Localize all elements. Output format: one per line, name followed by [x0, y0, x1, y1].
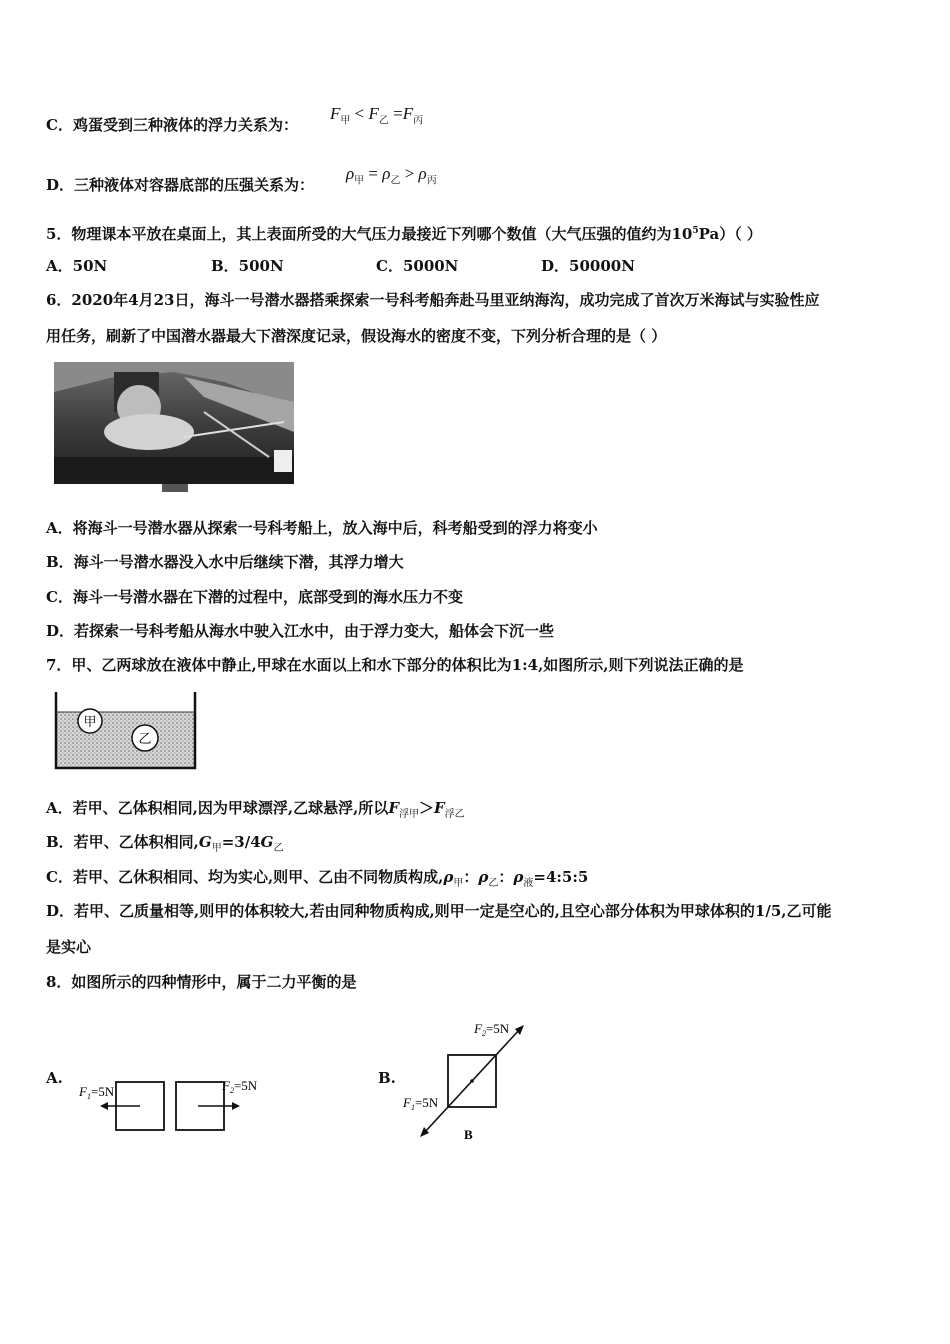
q6-stem-line2: 用任务，刷新了中国潜水器最大下潜深度记录，假设海水的密度不变，下列分析合理的是（ ）: [46, 327, 667, 345]
q7-container-figure: [52, 690, 202, 772]
q4-option-d: [46, 175, 314, 195]
q7-option-d-line1: D．若甲、乙质量相等,则甲的体积较大,若由同种物质构成,则甲一定是空心的,且空心部分体积为甲球体积的1/5,乙可能: [46, 902, 832, 920]
q5-option-d: D．50000N: [541, 257, 635, 275]
q7-option-b: B．若甲、乙体积相同$,G_甲=3/4G_乙$: [46, 833, 284, 854]
q6-option-d: D．若探索一号科考船从海水中驶入江水中，由于浮力变大，船体会下沉一些: [46, 622, 555, 640]
q5-options: [46, 256, 635, 276]
q7-stem: 7．甲、乙两球放在液体中静止,甲球在水面以上和水下部分的体积比为1:4,如图所示,则下列说法正确的是: [46, 656, 744, 674]
q5-option-a: A．50N: [46, 257, 108, 275]
figB-caption: B: [464, 1127, 473, 1142]
q6-stem-line1: 6．2020年4月23日，海斗一号潜水器搭乘探索一号科考船奔赴马里亚纳海沟，成功完成了首次万米海试与实验性应: [46, 291, 820, 309]
q8-label-b: B.: [378, 1069, 396, 1087]
q8-label-a: A.: [46, 1069, 63, 1087]
q8-stem: 8．如图所示的四种情形中，属于二力平衡的是: [46, 973, 357, 991]
q4-option-c-text: C．鸡蛋受到三种液体的浮力关系为：: [46, 116, 298, 134]
figA-f2-label: $F_2=5N$: [222, 1078, 258, 1095]
q4-option-c-formula: $F_甲 < F_乙 =F_丙$: [330, 104, 424, 127]
q5-stem: 5．物理课本平放在桌面上，其上表面所受的大气压力最接近下列哪个数值（大气压强的值约为$10^5Pa$）（ ）: [46, 225, 762, 243]
q8-figure-b: [398, 1015, 538, 1145]
q4-option-d-text: D．三种液体对容器底部的压强关系为：: [46, 176, 315, 194]
figA-f1-label: $F_1=5N$: [79, 1084, 115, 1101]
q6-option-c: C．海斗一号潜水器在下潜的过程中，底部受到的海水压力不变: [46, 588, 463, 606]
q8-figure-a: [76, 1068, 266, 1138]
q7-option-c: C．若甲、乙休积相同、均为实心,则甲、乙由不同物质构成$,\rho_甲$：$\rho_乙$：$\rho_液=4:5:5$: [46, 868, 589, 889]
q7-option-a: A．若甲、乙体积相同,因为甲球漂浮,乙球悬浮,所以$F_{浮甲}>F_{浮乙}$: [46, 799, 465, 820]
q6-option-b: B．海斗一号潜水器没入水中后继续下潜，其浮力增大: [46, 553, 404, 571]
q6-photo: [54, 362, 294, 492]
figB-f2-label: $F_2=5N$: [474, 1021, 510, 1038]
q5-option-b: B．500N: [211, 257, 284, 275]
q5-option-c: C．5000N: [376, 257, 459, 275]
q6-option-a: A．将海斗一号潜水器从探索一号科考船上，放入海中后，科考船受到的浮力将变小: [46, 519, 598, 537]
q7-ball-yi-label: 乙: [138, 732, 152, 747]
q7-option-d-line2: 是实心: [46, 938, 92, 956]
figB-f1-label: $F_1=5N$: [403, 1095, 439, 1112]
q4-option-d-formula: $\rho_甲 = \rho_乙 > \rho_丙$: [346, 164, 437, 187]
q4-option-c: [46, 115, 298, 135]
q7-ball-jia-label: 甲: [83, 715, 97, 730]
